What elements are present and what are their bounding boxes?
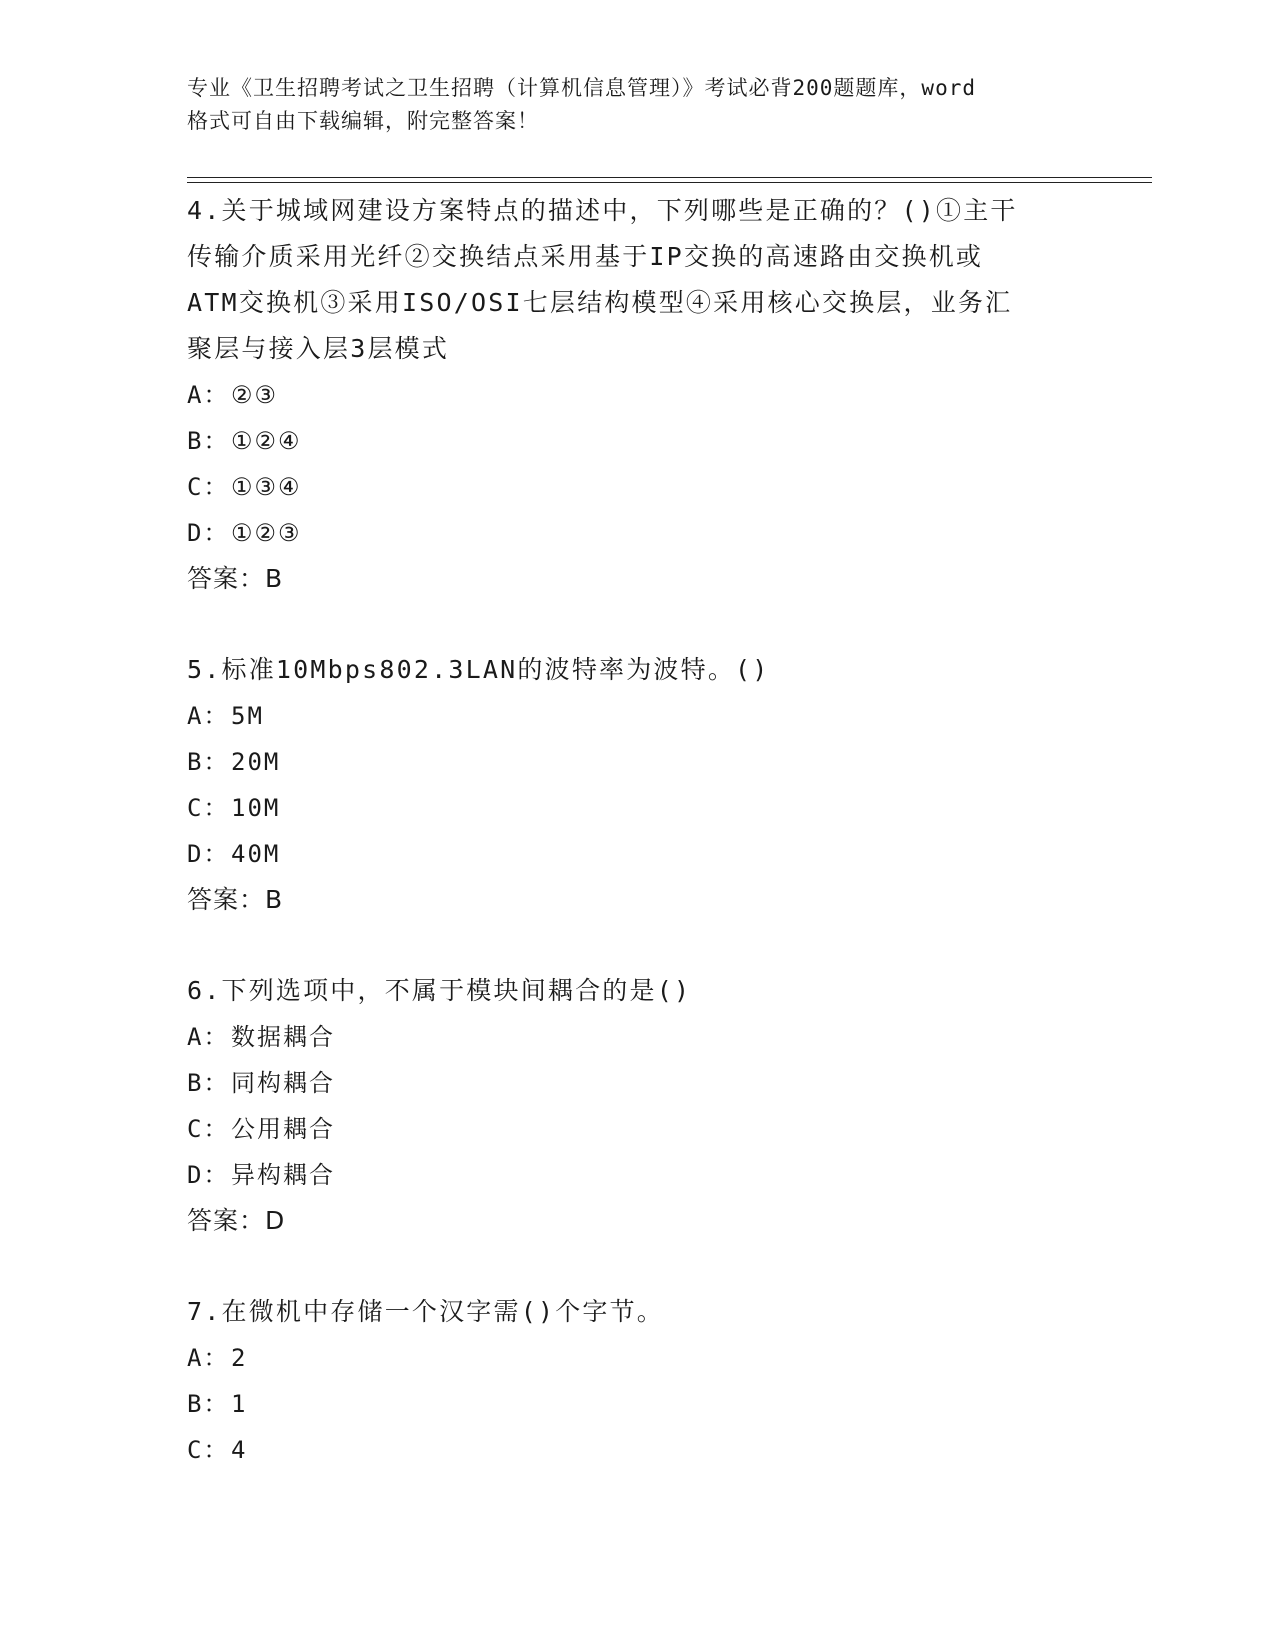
option-c xyxy=(187,1106,1087,1152)
option-text: 5M xyxy=(231,702,264,730)
option-label: C： xyxy=(187,794,230,822)
option-b xyxy=(187,1381,1087,1427)
question-block xyxy=(187,968,1087,1244)
option-text: 20M xyxy=(231,748,281,776)
option-text: ①②③ xyxy=(231,519,302,547)
option-text: 4 xyxy=(231,1436,248,1464)
question-line: 传输介质采用光纤②交换结点采用基于IP交换的高速路由交换机或 xyxy=(187,242,984,271)
option-c xyxy=(187,785,1087,831)
option-text: 1 xyxy=(231,1390,248,1418)
question-block xyxy=(187,647,1087,923)
option-b xyxy=(187,418,1087,464)
option-label: C： xyxy=(187,1115,230,1143)
option-b xyxy=(187,1060,1087,1106)
option-label: C： xyxy=(187,473,230,501)
option-label: D： xyxy=(187,1161,230,1189)
option-text: 同构耦合 xyxy=(231,1069,335,1097)
header-divider-top xyxy=(187,177,1152,178)
option-text: 异构耦合 xyxy=(231,1161,335,1189)
question-list xyxy=(187,188,1087,1473)
option-c xyxy=(187,1427,1087,1473)
option-b xyxy=(187,739,1087,785)
question-line: 7.在微机中存储一个汉字需()个字节。 xyxy=(187,1297,665,1326)
option-text: 数据耦合 xyxy=(231,1023,335,1051)
question-line: ATM交换机③采用ISO/OSI七层结构模型④采用核心交换层，业务汇 xyxy=(187,288,1013,317)
question-line: 6.下列选项中，不属于模块间耦合的是() xyxy=(187,976,692,1005)
answer-line: 答案：B xyxy=(187,885,284,914)
option-text: 40M xyxy=(231,840,281,868)
option-label: A： xyxy=(187,1344,230,1372)
option-label: D： xyxy=(187,840,230,868)
option-a xyxy=(187,1014,1087,1060)
option-text: ①③④ xyxy=(231,473,302,501)
option-d xyxy=(187,831,1087,877)
option-c xyxy=(187,464,1087,510)
option-text: 公用耦合 xyxy=(231,1115,335,1143)
option-label: B： xyxy=(187,427,230,455)
header-line-1: 专业《卫生招聘考试之卫生招聘（计算机信息管理）》考试必背200题题库，word xyxy=(187,76,976,100)
question-block xyxy=(187,1289,1087,1473)
question-line: 4.关于城域网建设方案特点的描述中，下列哪些是正确的？()①主干 xyxy=(187,196,1018,225)
option-text: 10M xyxy=(231,794,281,822)
option-a xyxy=(187,1335,1087,1381)
question-line: 聚层与接入层3层模式 xyxy=(187,334,450,363)
option-text: 2 xyxy=(231,1344,248,1372)
option-a xyxy=(187,372,1087,418)
answer-line: 答案：B xyxy=(187,564,284,593)
option-d xyxy=(187,1152,1087,1198)
header-line-2: 格式可自由下载编辑，附完整答案！ xyxy=(187,109,539,133)
option-text: ②③ xyxy=(231,381,279,409)
question-block xyxy=(187,188,1087,602)
option-label: A： xyxy=(187,702,230,730)
option-label: A： xyxy=(187,381,230,409)
option-a xyxy=(187,693,1087,739)
option-label: B： xyxy=(187,748,230,776)
answer-line: 答案：D xyxy=(187,1206,286,1235)
option-d xyxy=(187,510,1087,556)
option-label: D： xyxy=(187,519,230,547)
option-label: C： xyxy=(187,1436,230,1464)
option-label: B： xyxy=(187,1069,230,1097)
option-text: ①②④ xyxy=(231,427,302,455)
question-line: 5.标准10Mbps802.3LAN的波特率为波特。() xyxy=(187,655,770,684)
option-label: B： xyxy=(187,1390,230,1418)
option-label: A： xyxy=(187,1023,230,1051)
document-header xyxy=(187,72,1087,138)
header-divider-bottom xyxy=(187,182,1152,183)
